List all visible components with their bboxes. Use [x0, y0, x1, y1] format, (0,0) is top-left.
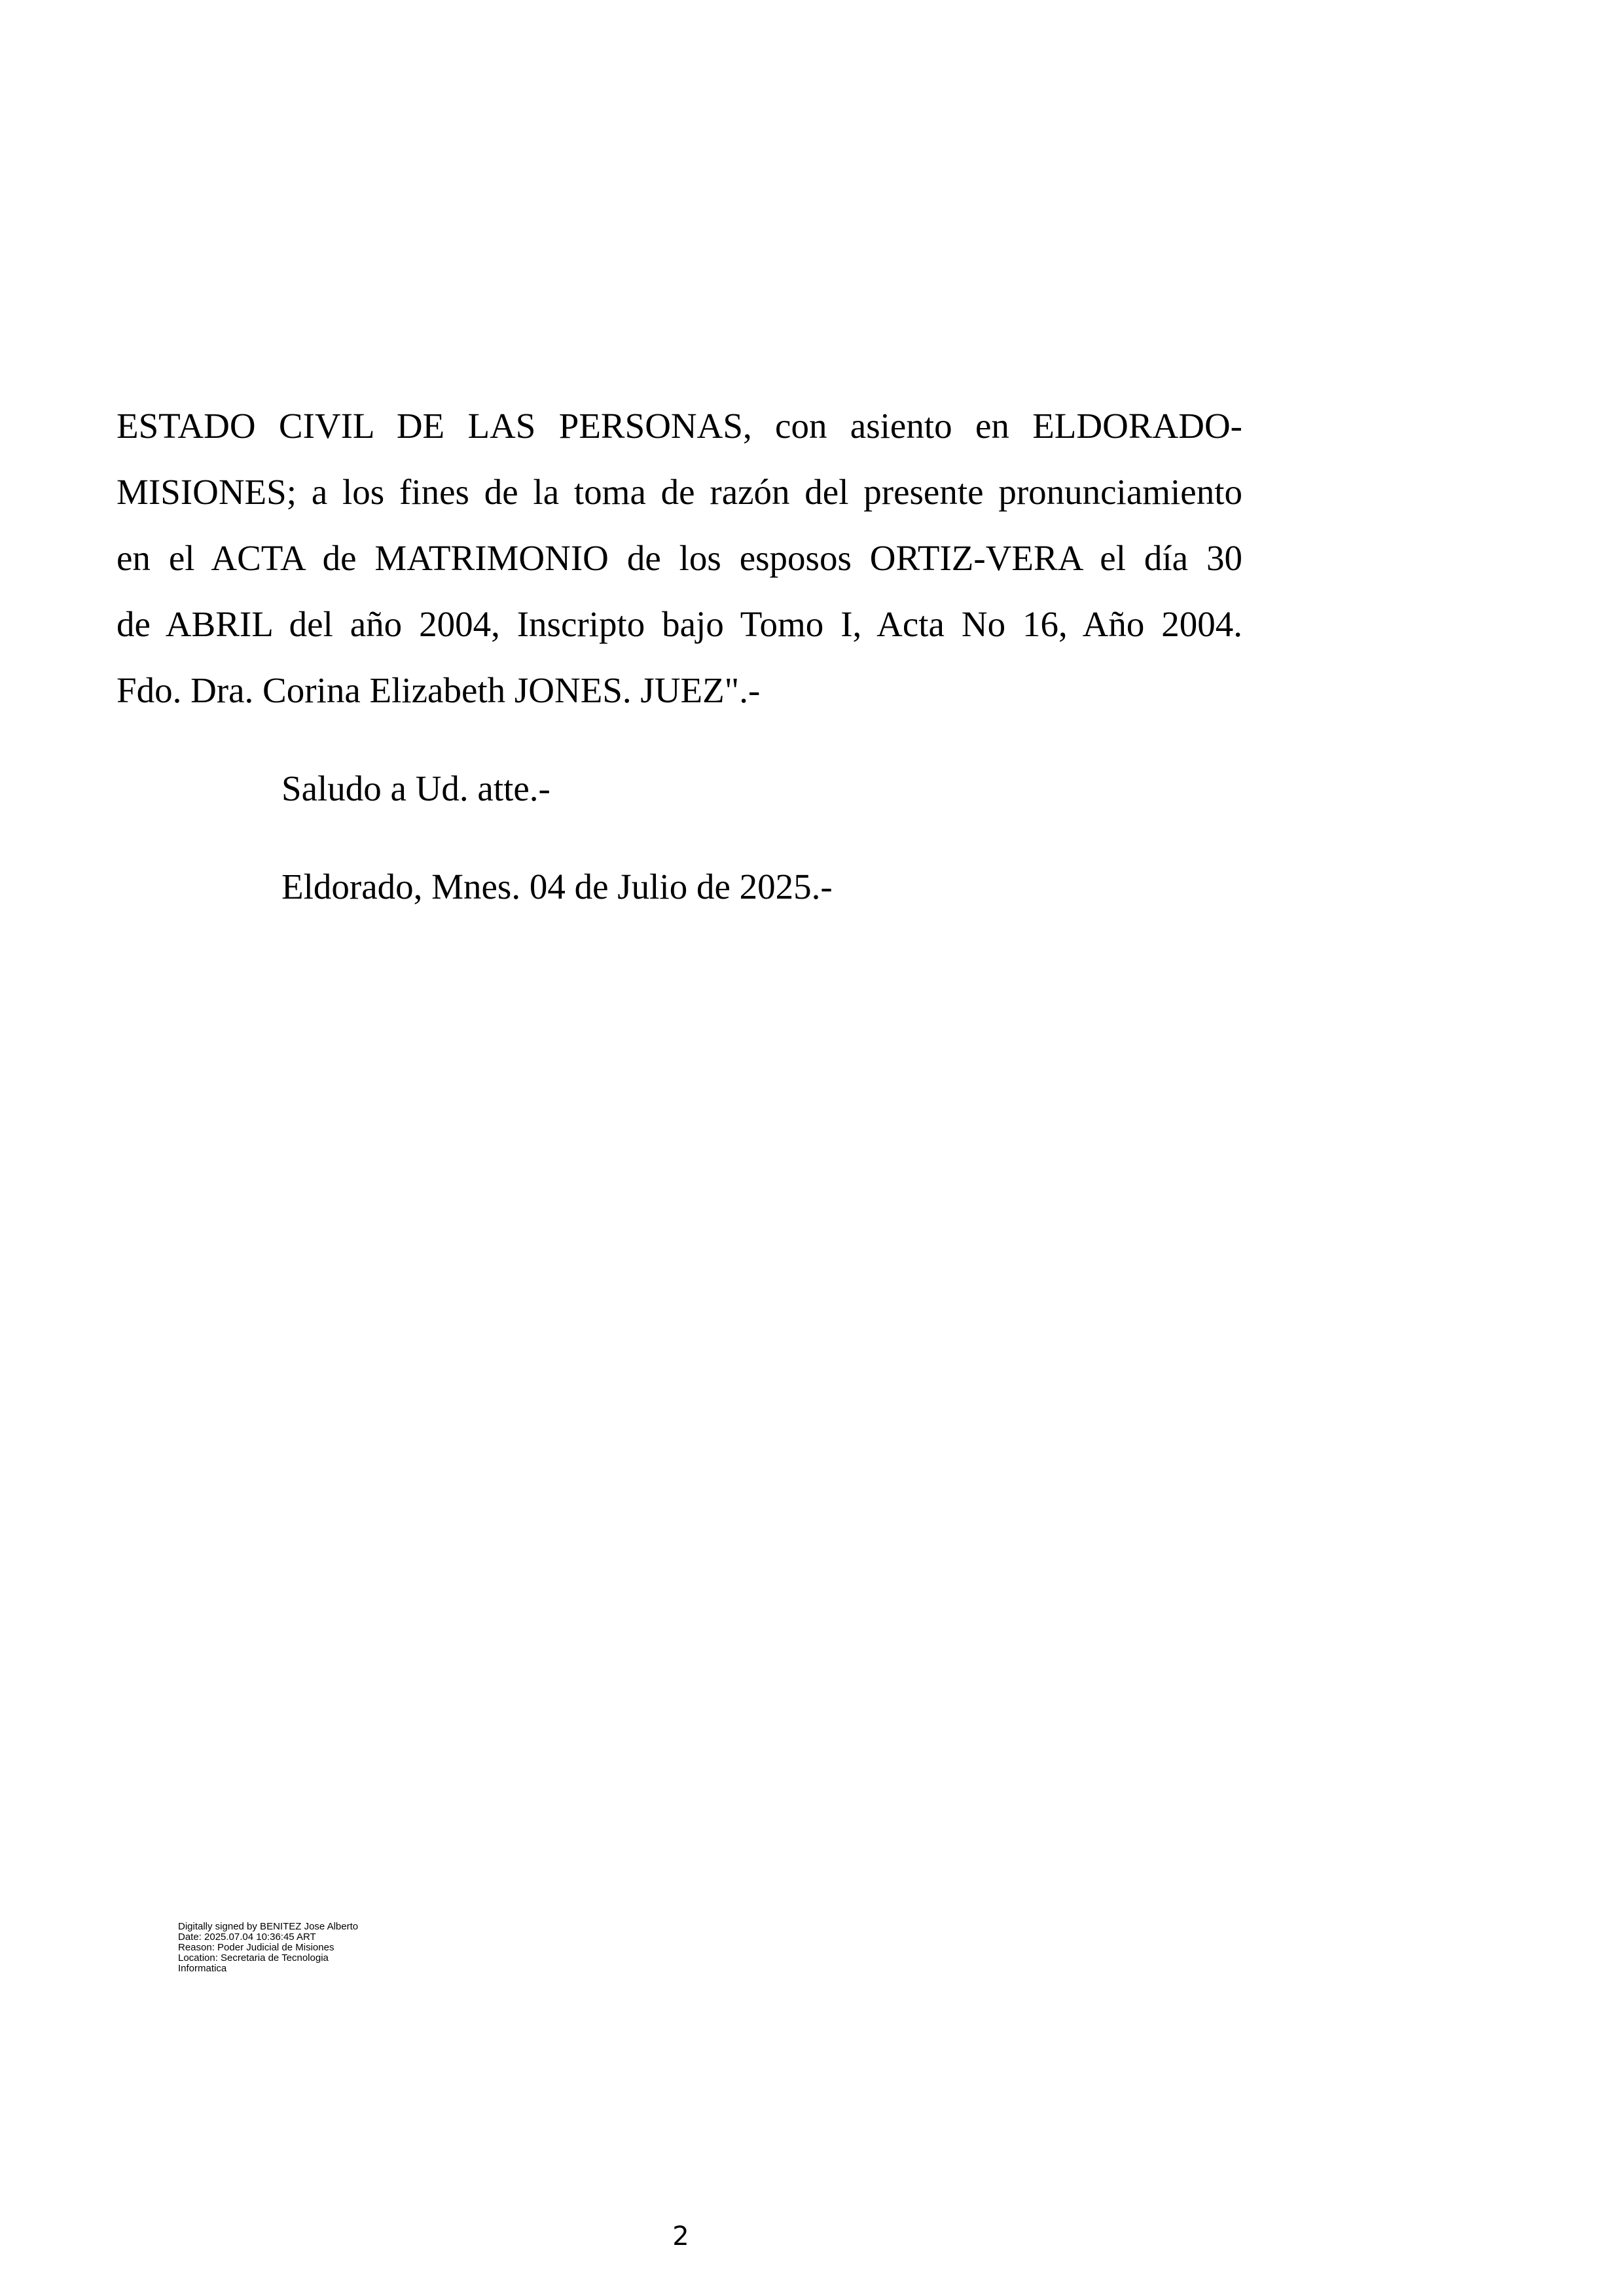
place-and-date: Eldorado, Mnes. 04 de Julio de 2025.- [281, 867, 833, 906]
signature-reason: Reason: Poder Judicial de Misiones [178, 1942, 334, 1953]
digital-signature-stamp [178, 1922, 358, 1974]
body-line-3: en el ACTA de MATRIMONIO de los esposos ORTIZ-VERA el día 30 [117, 538, 1242, 578]
body-line-1: ESTADO CIVIL DE LAS PERSONAS, con asiento en ELDORADO- [117, 406, 1242, 446]
body-line-4: de ABRIL del año 2004, Inscripto bajo Tomo I, Acta No 16, Año 2004. [117, 604, 1242, 644]
signature-location-line-1: Location: Secretaria de Tecnologia [178, 1952, 329, 1964]
page-number: 2 [672, 2221, 689, 2251]
body-line-2: MISIONES; a los fines de la toma de razón del presente pronunciamiento [117, 472, 1242, 512]
signature-signed-by: Digitally signed by BENITEZ Jose Alberto [178, 1921, 359, 1932]
closing-greeting: Saludo a Ud. atte.- [281, 768, 550, 808]
signature-location-line-2: Informatica [178, 1963, 227, 1974]
signature-date: Date: 2025.07.04 10:36:45 ART [178, 1931, 316, 1943]
document-body [117, 393, 1269, 723]
body-line-5: Fdo. Dra. Corina Elizabeth JONES. JUEZ".- [117, 670, 761, 710]
